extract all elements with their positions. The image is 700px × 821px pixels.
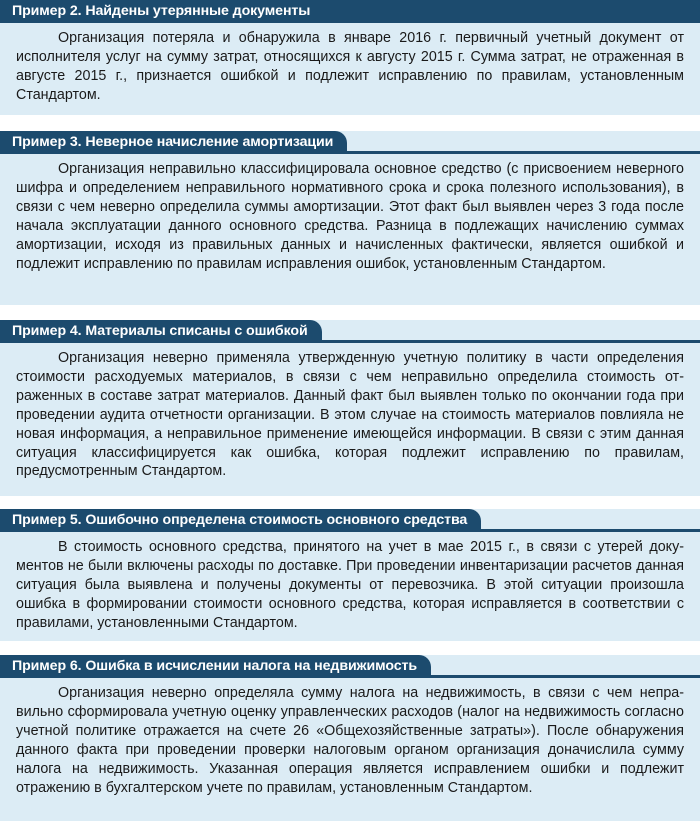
example-title: Пример 2. Найдены утерянные документы (12, 3, 311, 19)
example-text: В стоимость основного средства, принятого на учет в мае 2015 г., в связи с утерей документов не были включены расходы по доставке. При проведении инвентаризации расчетов данная ситуация была выявлена и получены документы от перевозчика. В этой ситуации произошла ошибка в формировании стоимости основного средства, которая исправляется в соответствии с правилами, установленными Стандартом. (16, 539, 684, 631)
example-title: Пример 3. Неверное начисление амортизации (0, 131, 347, 154)
example-header (0, 320, 700, 343)
example-6 (0, 655, 700, 821)
header-strip (0, 340, 700, 343)
example-4 (0, 320, 700, 496)
header-strip (0, 151, 700, 154)
example-header (0, 509, 700, 532)
header-strip (0, 675, 700, 678)
example-2 (0, 0, 700, 115)
example-title: Пример 5. Ошибочно определена стоимость основного средства (0, 509, 481, 532)
example-header (0, 655, 700, 678)
example-header (0, 0, 700, 23)
header-strip (0, 529, 700, 532)
example-text: Организация неверно определяла сумму налога на недвижимость, в связи с чем неправильно сформировала учетную оценку управленческих расходов (налог на недвижимость согласно учетной политике отражается на счете 26 «Общехозяйственные затраты»). После обнаружения данного факта при проведении проверки налоговым органом организация доначислила сумму налога на недвижимость. Указанная операция является исправлением ошибки и подлежит отражению в бухгалтерском учете по правилам, установленным Стандартом. (16, 685, 684, 796)
example-text: Организация потеряла и обнаружила в январе 2016 г. первичный учетный документ от исполнителя услуг на сумму затрат, относящихся к августу 2015 г. Сумма затрат, не отраженная в августе 2015 г., признается ошибкой и подлежит исправлению по правилам, установленным Стандартом. (16, 30, 684, 103)
example-header (0, 131, 700, 154)
example-text: Организация неправильно классифицировала основное средство (с присвоением неверного шифра и определением неправильного нормативного срока и срока полезного использования), в связи с чем неверно определила суммы амортизации. Этот факт был выявлен через 3 года после начала эксплуатации данного основного средства. Разница в подлежащих начислению суммах амортизации, исходя из правильных данных и начисленных фактически, является ошибкой и подлежит исправлению по правилам исправления ошибок, установленным Стандартом. (16, 161, 684, 272)
example-5 (0, 509, 700, 641)
example-title: Пример 4. Материалы списаны с ошибкой (0, 320, 322, 343)
example-3 (0, 131, 700, 305)
example-title: Пример 6. Ошибка в исчислении налога на недвижимость (0, 655, 431, 678)
example-text: Организация неверно применяла утвержденную учетную политику в части определения стоимости расходуемых материалов, в связи с чем неправильно определила стоимость отраженных в составе затрат материалов. Данный факт был выявлен только по окончании года при проведении аудита отчетности организации. В этом случае на стоимость материалов повлияла не новая информация, а неправильное применение имеющейся информации. В связи с этим данная ситуация классифицируется как ошибка, которая подлежит исправлению по правилам, предусмотренным Стандартом. (16, 350, 684, 480)
